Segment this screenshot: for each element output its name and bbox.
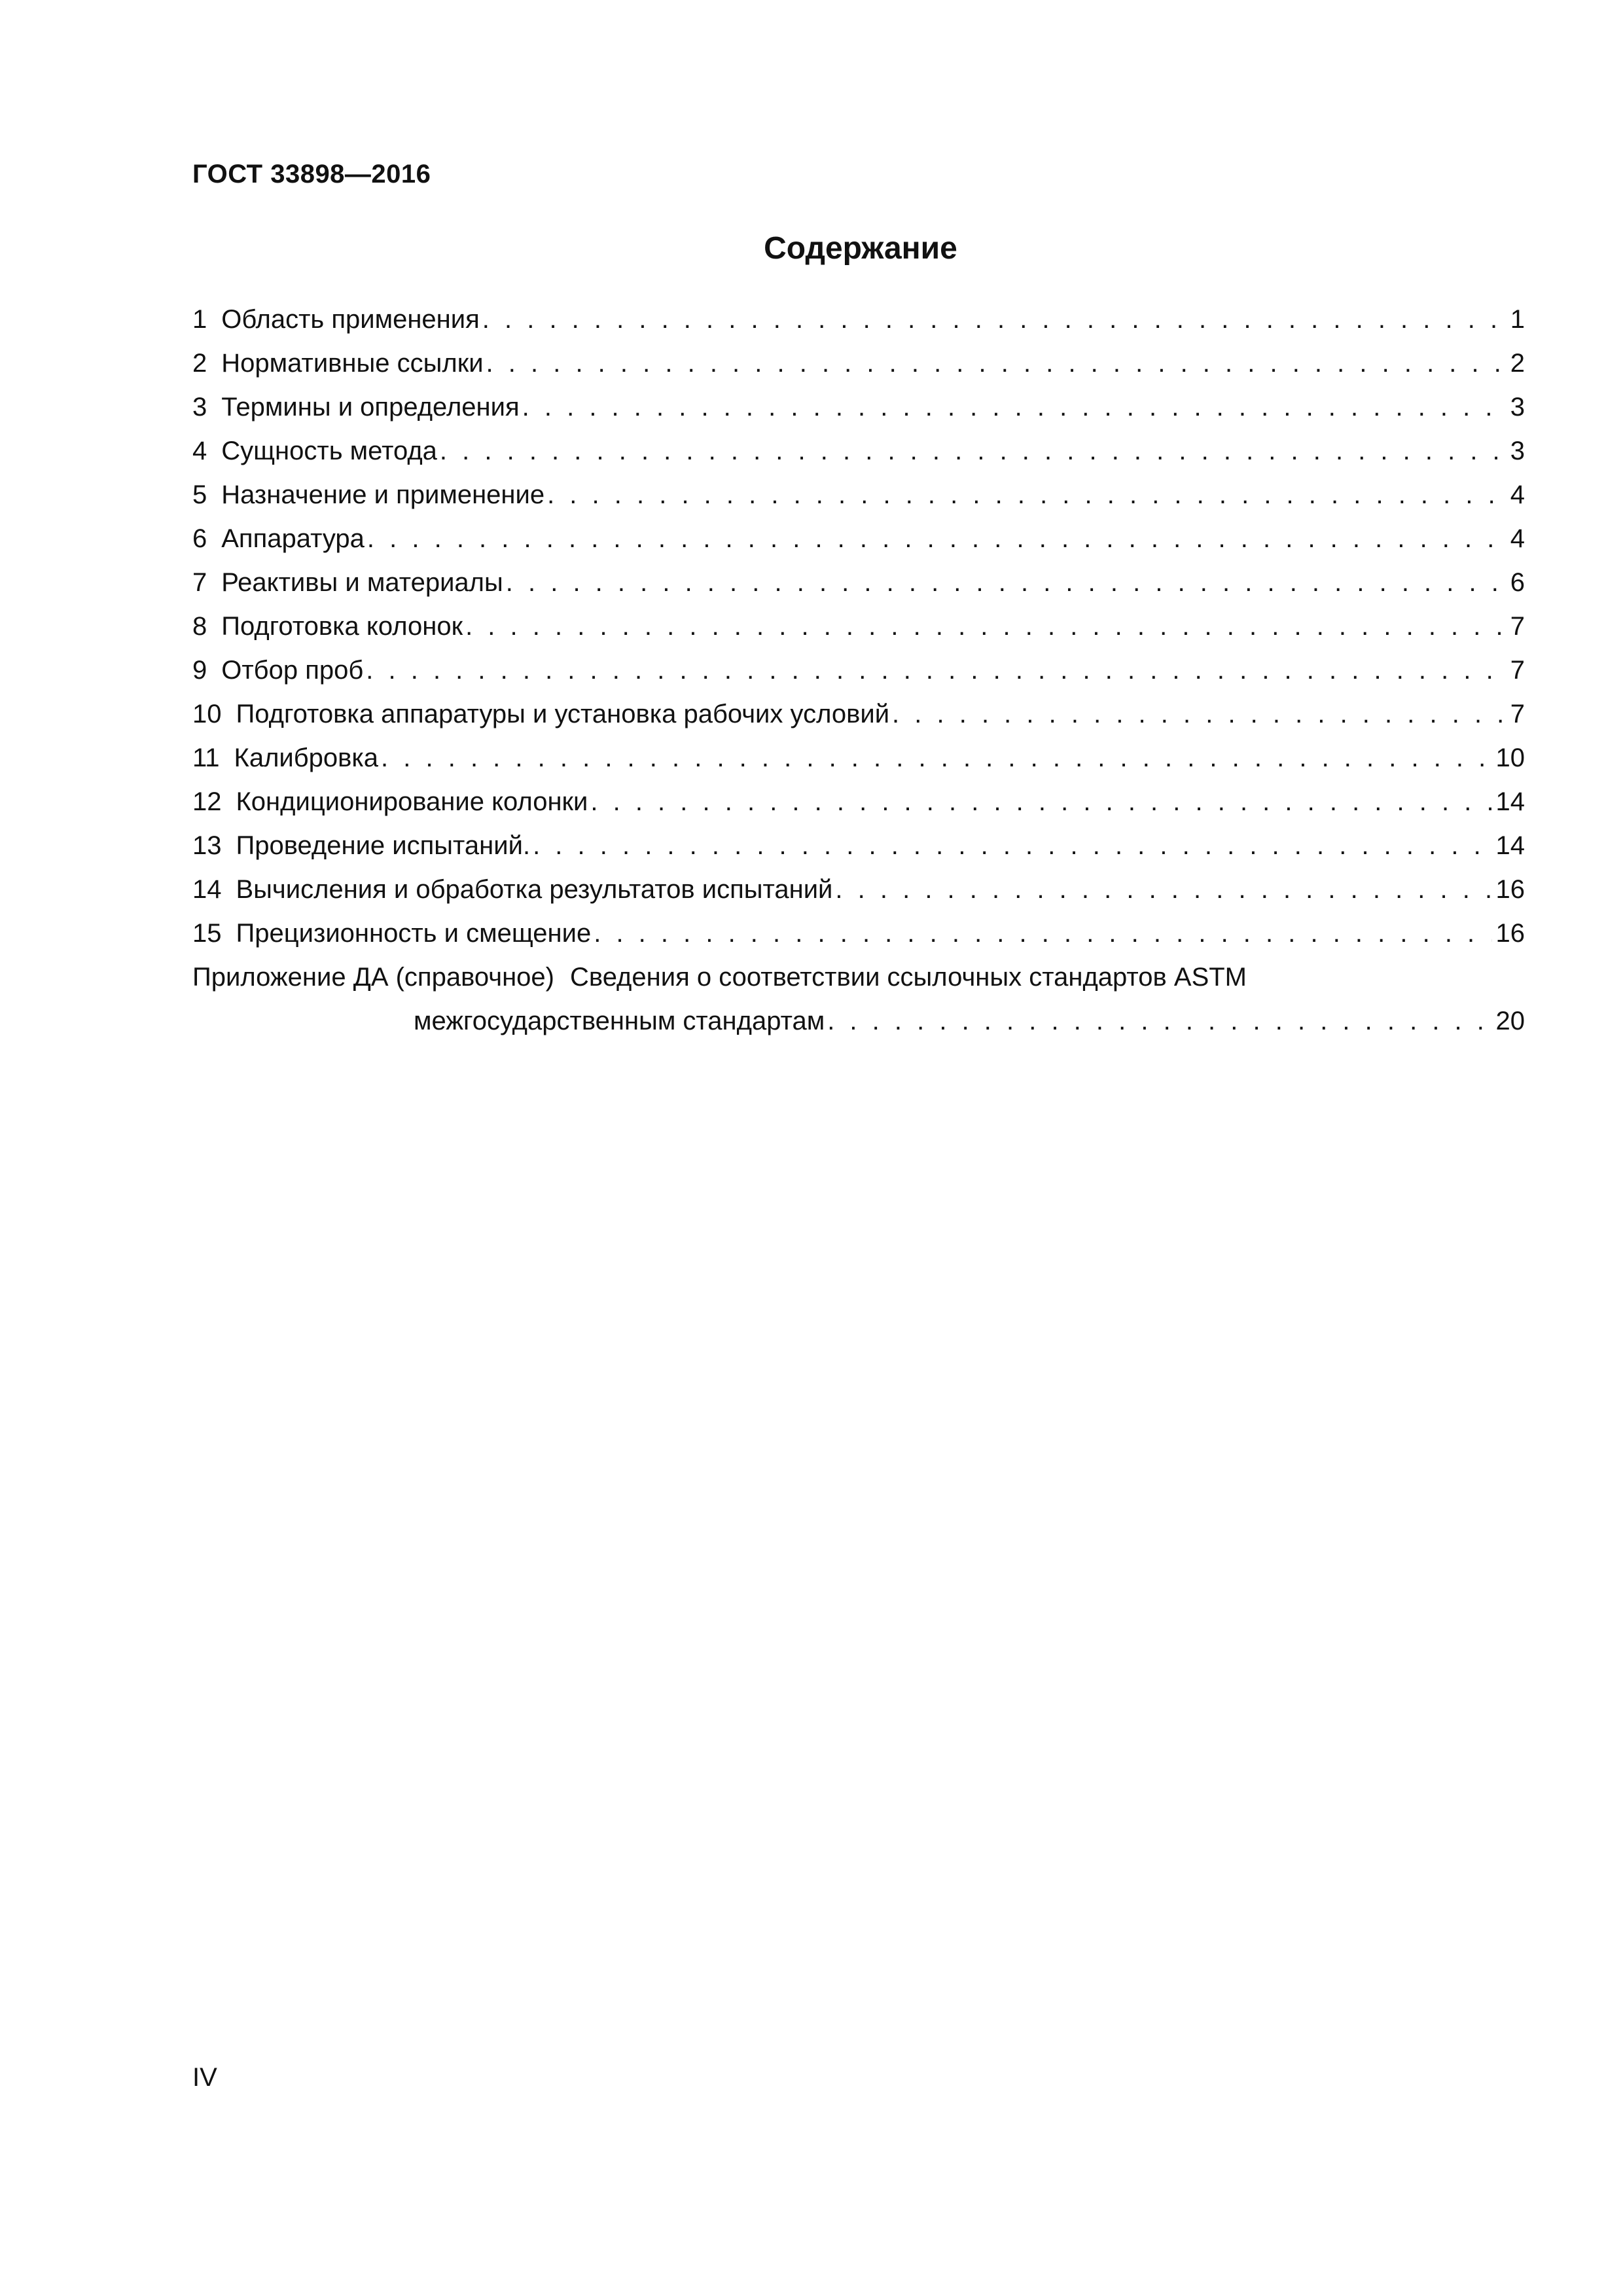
toc-entry-title: Отбор проб bbox=[221, 656, 364, 685]
toc-entry-number: 4 bbox=[192, 437, 207, 465]
toc-entry-number: 12 bbox=[192, 787, 222, 816]
toc-entry-number: 15 bbox=[192, 919, 222, 948]
toc-dot-leader bbox=[547, 473, 1507, 517]
toc-entry[interactable] bbox=[192, 649, 1525, 692]
toc-entry-page: 2 bbox=[1510, 349, 1525, 378]
toc-entry-title: Область применения bbox=[221, 305, 480, 334]
toc-entry-title: Проведение испытаний. bbox=[236, 831, 531, 860]
toc-entry-title: Калибровка bbox=[234, 744, 379, 772]
toc-entry-page: 7 bbox=[1510, 700, 1525, 728]
toc-title: Содержание bbox=[764, 231, 957, 266]
toc-entry-title: Сущность метода bbox=[221, 437, 437, 465]
toc-entry-number: 10 bbox=[192, 700, 222, 728]
appendix-label: Приложение ДА (справочное) bbox=[192, 963, 554, 992]
toc-dot-leader bbox=[533, 824, 1491, 868]
toc-entry-title: Кондиционирование колонки bbox=[236, 787, 588, 816]
toc-entry-title: Нормативные ссылки bbox=[221, 349, 484, 378]
toc-entry-title: Подготовка колонок bbox=[221, 612, 463, 641]
toc-dot-leader bbox=[440, 429, 1507, 473]
toc-dot-leader bbox=[827, 999, 1491, 1043]
toc-entry-page: 6 bbox=[1510, 568, 1525, 597]
toc-entry[interactable] bbox=[192, 605, 1525, 649]
toc-entry[interactable] bbox=[192, 561, 1525, 605]
toc-entry[interactable] bbox=[192, 386, 1525, 429]
toc-dot-leader bbox=[367, 517, 1507, 561]
toc-entry-number: 13 bbox=[192, 831, 222, 860]
toc-entry-page: 16 bbox=[1495, 919, 1525, 948]
toc-entry-number: 7 bbox=[192, 568, 207, 597]
toc-entry-title: Реактивы и материалы bbox=[221, 568, 503, 597]
toc-entry-number: 11 bbox=[192, 744, 220, 772]
toc-entry-page: 3 bbox=[1510, 437, 1525, 465]
toc-entry-title: Прецизионность и смещение bbox=[236, 919, 592, 948]
toc-entry-title: Вычисления и обработка результатов испытаний bbox=[236, 875, 833, 904]
toc-dot-leader bbox=[590, 780, 1491, 824]
toc-entry-page: 16 bbox=[1495, 875, 1525, 904]
toc-entry-number: 14 bbox=[192, 875, 222, 904]
toc-entry-page: 14 bbox=[1495, 831, 1525, 860]
toc-entry-page: 1 bbox=[1510, 305, 1525, 334]
toc-dot-leader bbox=[506, 561, 1507, 605]
toc-entry-title: Подготовка аппаратуры и установка рабочих условий bbox=[236, 700, 890, 728]
toc-entry-page: 4 bbox=[1510, 524, 1525, 553]
appendix-title-line2: межгосударственным стандартам bbox=[414, 1007, 825, 1035]
toc-dot-leader bbox=[594, 912, 1491, 956]
toc-entry-number: 5 bbox=[192, 480, 207, 509]
appendix-title-line1: Сведения о соответствии ссылочных стандартов ASTM bbox=[570, 963, 1247, 992]
toc-entry-title: Термины и определения bbox=[221, 393, 520, 422]
toc-entry-page: 7 bbox=[1510, 656, 1525, 685]
toc-entry-page: 7 bbox=[1510, 612, 1525, 641]
toc-entry-number: 1 bbox=[192, 305, 207, 334]
toc-entry[interactable] bbox=[192, 429, 1525, 473]
toc-entry[interactable] bbox=[192, 473, 1525, 517]
toc-dot-leader bbox=[486, 342, 1507, 386]
toc-entry-number: 6 bbox=[192, 524, 207, 553]
toc-appendix-entry[interactable] bbox=[192, 956, 1525, 1043]
toc-entry[interactable] bbox=[192, 736, 1525, 780]
appendix-page: 20 bbox=[1495, 1007, 1525, 1035]
toc-entry-number: 2 bbox=[192, 349, 207, 378]
table-of-contents bbox=[192, 298, 1525, 1043]
toc-entry[interactable] bbox=[192, 912, 1525, 956]
toc-dot-leader bbox=[381, 736, 1491, 780]
toc-dot-leader bbox=[892, 692, 1507, 736]
toc-dot-leader bbox=[465, 605, 1507, 649]
toc-entry-page: 14 bbox=[1495, 787, 1525, 816]
toc-dot-leader bbox=[835, 868, 1491, 912]
toc-entry-number: 9 bbox=[192, 656, 207, 685]
toc-dot-leader bbox=[482, 298, 1507, 342]
toc-entry-page: 10 bbox=[1495, 744, 1525, 772]
toc-entry[interactable] bbox=[192, 780, 1525, 824]
toc-entry-number: 3 bbox=[192, 393, 207, 422]
toc-entry[interactable] bbox=[192, 298, 1525, 342]
toc-entry-page: 4 bbox=[1510, 480, 1525, 509]
toc-entry-page: 3 bbox=[1510, 393, 1525, 422]
toc-entry-title: Аппаратура bbox=[221, 524, 365, 553]
toc-entry[interactable] bbox=[192, 517, 1525, 561]
toc-entry[interactable] bbox=[192, 342, 1525, 386]
document-code: ГОСТ 33898—2016 bbox=[192, 160, 431, 188]
toc-entry-number: 8 bbox=[192, 612, 207, 641]
toc-dot-leader bbox=[522, 386, 1507, 429]
toc-entry[interactable] bbox=[192, 692, 1525, 736]
toc-entry-title: Назначение и применение bbox=[221, 480, 545, 509]
page-number: IV bbox=[192, 2063, 217, 2092]
toc-entry[interactable] bbox=[192, 868, 1525, 912]
toc-entry[interactable] bbox=[192, 824, 1525, 868]
toc-dot-leader bbox=[366, 649, 1506, 692]
